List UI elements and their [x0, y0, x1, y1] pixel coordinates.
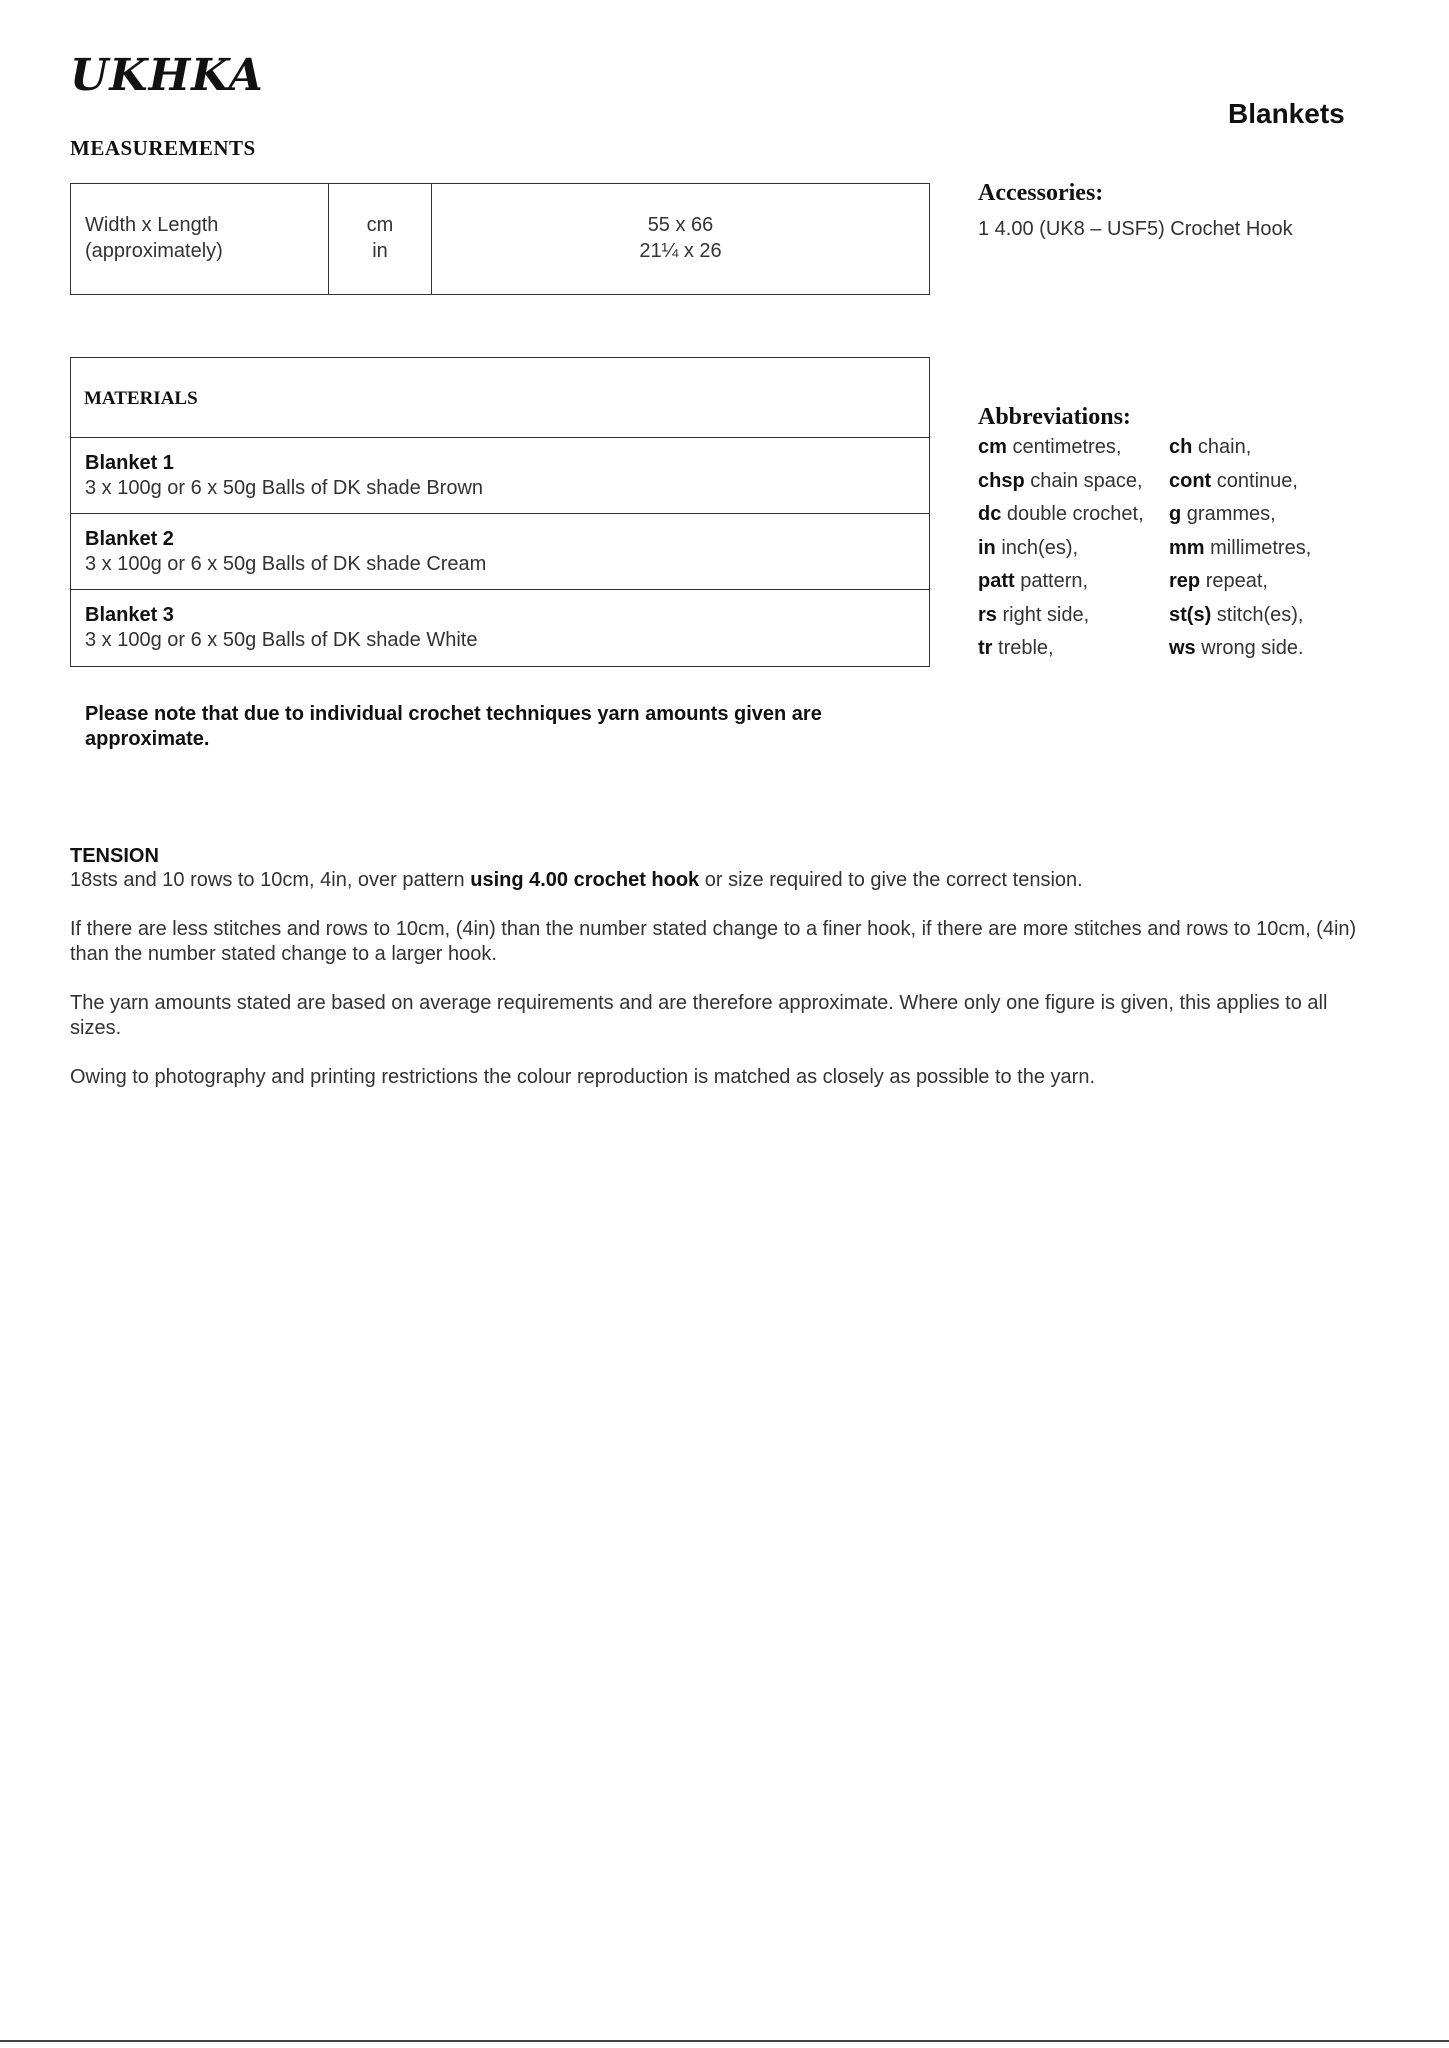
unit-cm: cm [366, 214, 394, 236]
abbreviation-item: cont continue, [1169, 470, 1298, 492]
value-in: 21¼ x 26 [639, 240, 722, 262]
materials-heading: MATERIALS [71, 358, 929, 438]
materials-row [71, 438, 929, 514]
measurements-heading: MEASUREMENTS [70, 136, 256, 160]
abbreviation-item: st(s) stitch(es), [1169, 604, 1304, 626]
measurements-label: Width x Length [85, 214, 219, 236]
abbreviation-item: rep repeat, [1169, 570, 1268, 592]
material-name: Blanket 2 [85, 528, 174, 550]
colour-disclaimer-text: Owing to photography and printing restrictions the colour reproduction is matched as closely as possible to the yarn. [70, 1066, 1095, 1088]
abbreviation-item: ch chain, [1169, 436, 1252, 458]
measurements-label-note: (approximately) [85, 240, 223, 262]
materials-row [71, 514, 929, 590]
yarn-note: Please note that due to individual crochet techniques yarn amounts given are approximate. [85, 703, 822, 750]
unit-in: in [372, 240, 388, 262]
abbreviation-item: g grammes, [1169, 503, 1276, 525]
abbreviation-item: cm centimetres, [978, 436, 1122, 458]
page-title: Blankets [1228, 98, 1345, 129]
abbreviation-item: tr treble, [978, 637, 1054, 659]
abbreviation-item: dc double crochet, [978, 503, 1144, 525]
brand-logo: UKHKA [70, 50, 264, 101]
abbreviations-heading: Abbreviations: [978, 404, 1131, 430]
material-desc: 3 x 100g or 6 x 50g Balls of DK shade White [85, 629, 478, 651]
measurements-table [70, 183, 930, 295]
materials-table [70, 357, 930, 667]
accessories-heading: Accessories: [978, 180, 1104, 206]
yarn-amount-text: The yarn amounts stated are based on average requirements and are therefore approximate. Where only one figure is given, this applies to all sizes. [70, 992, 1328, 1039]
tension-heading: TENSION [70, 845, 159, 867]
bottom-divider [0, 2040, 1449, 2042]
materials-row [71, 590, 929, 666]
material-name: Blanket 3 [85, 604, 174, 626]
abbreviation-item: rs right side, [978, 604, 1090, 626]
accessories-text: 1 4.00 (UK8 – USF5) Crochet Hook [978, 218, 1293, 240]
abbreviation-item: patt pattern, [978, 570, 1089, 592]
abbreviation-item: chsp chain space, [978, 470, 1143, 492]
measurements-label-cell [71, 184, 329, 294]
measurements-value-cell [432, 184, 929, 294]
tension-text: 18sts and 10 rows to 10cm, 4in, over pattern using 4.00 crochet hook or size required to give the correct tension. [70, 869, 1083, 891]
abbreviation-item: mm millimetres, [1169, 537, 1312, 559]
value-cm: 55 x 66 [647, 214, 714, 236]
measurements-unit-cell [329, 184, 432, 294]
material-name: Blanket 1 [85, 452, 174, 474]
material-desc: 3 x 100g or 6 x 50g Balls of DK shade Brown [85, 477, 484, 499]
material-desc: 3 x 100g or 6 x 50g Balls of DK shade Cream [85, 553, 487, 575]
abbreviation-item: ws wrong side. [1169, 637, 1304, 659]
abbreviation-item: in inch(es), [978, 537, 1079, 559]
hook-advice-text: If there are less stitches and rows to 10cm, (4in) than the number stated change to a finer hook, if there are more stitches and rows to 10cm, (4in) than the number stated change to a larger hook. [70, 918, 1357, 965]
